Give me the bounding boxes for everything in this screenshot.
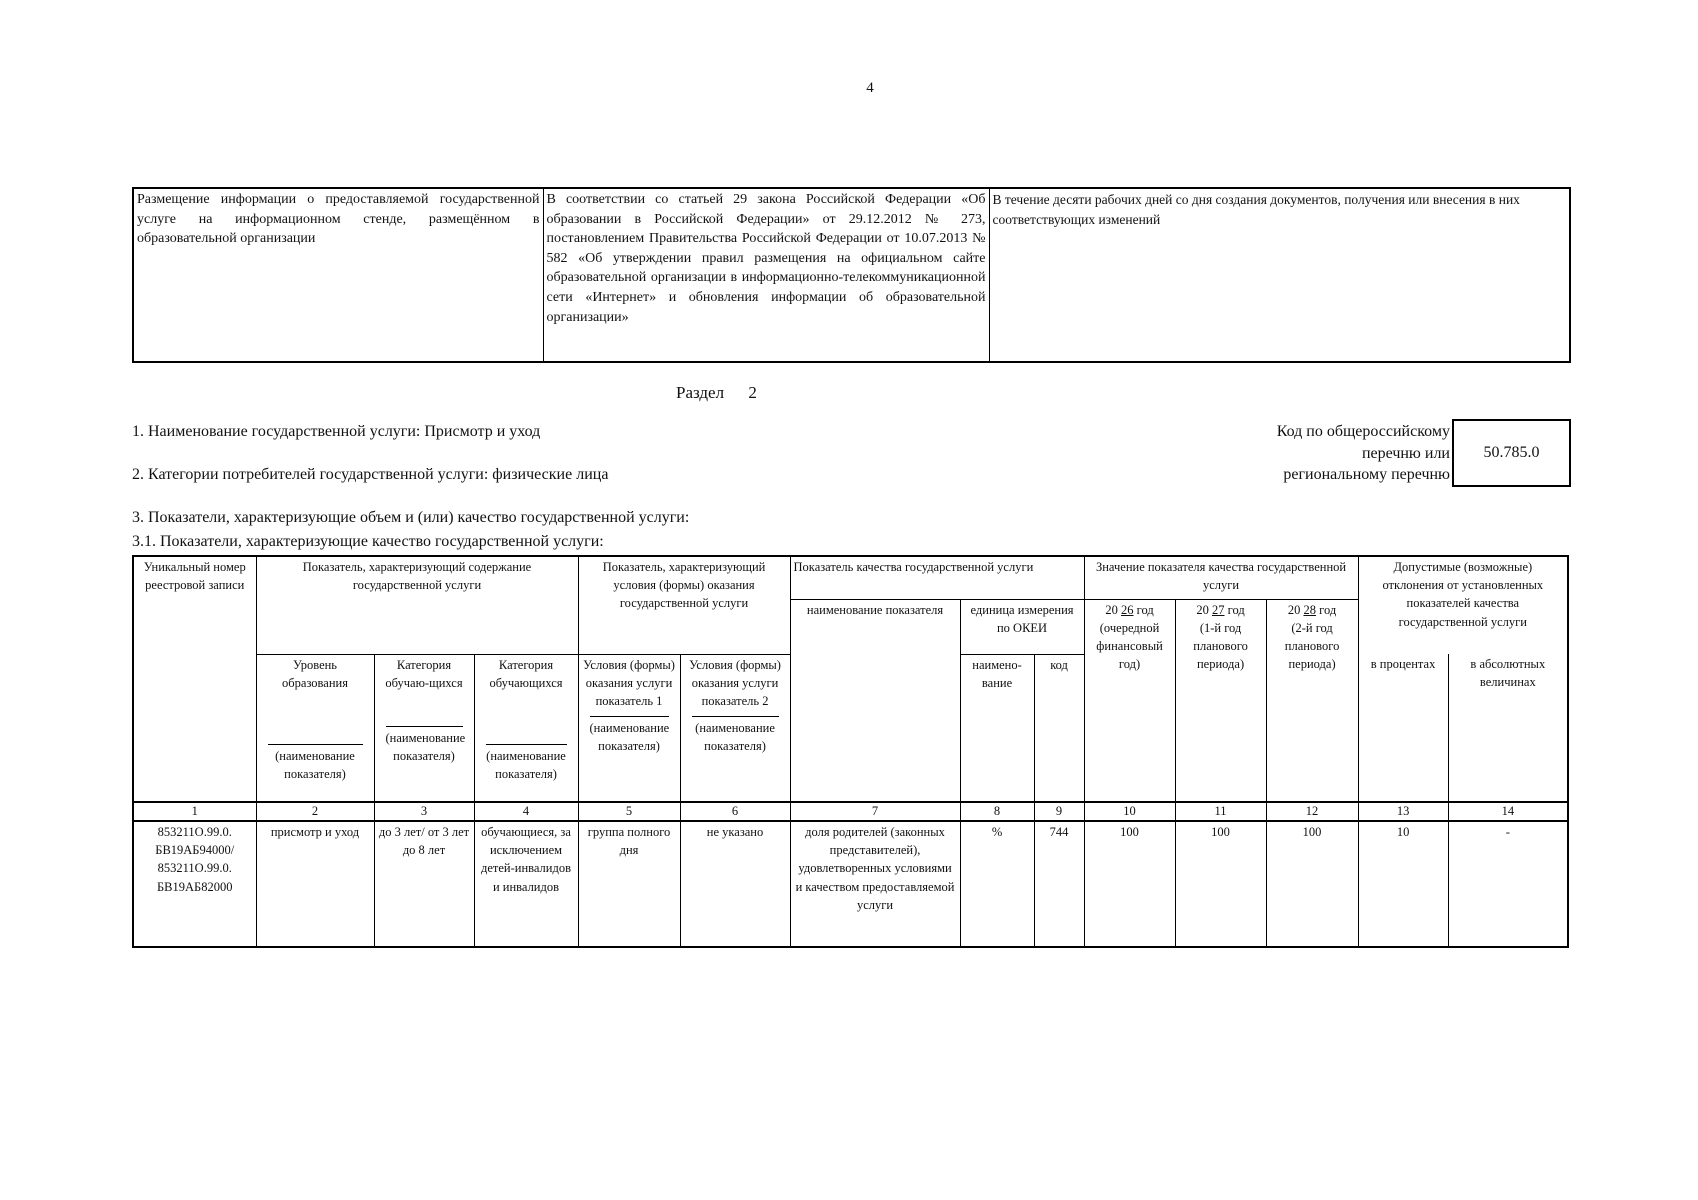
year-1-note: (очередной финансовый год) xyxy=(1096,620,1163,672)
col-number-10: 10 xyxy=(1084,802,1175,821)
header-unit-code: код xyxy=(1034,654,1084,802)
header-year-1 xyxy=(1084,599,1175,802)
placement-method-cell: Размещение информации о предоставляемой государственной услуге на информационном стенде, размещённом в образовательной организации xyxy=(133,188,543,362)
header-indicator-name: наименование показателя xyxy=(790,599,960,802)
update-frequency-cell: В течение десяти рабочих дней со дня создания документов, получения или внесения в них соответствующих изменений xyxy=(989,188,1570,362)
header-unique-number: Уникальный номер реестровой записи xyxy=(133,556,256,802)
cell-unit-code: 744 xyxy=(1034,821,1084,947)
section-heading: Раздел 2 xyxy=(676,383,757,402)
cell-value-year-1: 100 xyxy=(1084,821,1175,947)
consumer-categories: 2. Категории потребителей государственной услуги: физические лица xyxy=(132,466,609,483)
header-cat2-sub: (наименование показателя) xyxy=(486,744,567,783)
year-3-note: (2-й год планового периода) xyxy=(1284,620,1340,672)
table-row xyxy=(133,821,1568,947)
header-unit-name: наимено-вание xyxy=(960,654,1034,802)
col-number-4: 4 xyxy=(474,802,578,821)
cell-education-level: присмотр и уход xyxy=(256,821,374,947)
cell-value-year-2: 100 xyxy=(1175,821,1266,947)
col-number-5: 5 xyxy=(578,802,680,821)
col-number-6: 6 xyxy=(680,802,790,821)
cell-unique-number: 853211О.99.0. БВ19АБ94000/ 853211О.99.0. БВ19АБ82000 xyxy=(133,821,256,947)
cell-learner-category: обучающиеся, за исключением детей-инвалидов и инвалидов xyxy=(474,821,578,947)
header-year-3 xyxy=(1266,599,1358,802)
header-level-sub: (наименование показателя) xyxy=(268,744,363,783)
cell-unit-name: % xyxy=(960,821,1034,947)
header-deviation: Допустимые (возможные) отклонения от установленных показателей качества государственной услуги xyxy=(1358,556,1568,654)
header-learner-category-1 xyxy=(374,654,474,802)
col-number-2: 2 xyxy=(256,802,374,821)
cell-deviation-absolute: - xyxy=(1448,821,1568,947)
header-conditions-indicator: Показатель, характеризующий условия (формы) оказания государственной услуги xyxy=(578,556,790,654)
page-number: 4 xyxy=(866,80,874,96)
col-number-8: 8 xyxy=(960,802,1034,821)
col-number-7: 7 xyxy=(790,802,960,821)
cell-condition-2: не указано xyxy=(680,821,790,947)
header-education-level xyxy=(256,654,374,802)
quality-indicators-heading: 3.1. Показатели, характеризующие качество государственной услуги: xyxy=(132,533,604,550)
col-number-1: 1 xyxy=(133,802,256,821)
header-learner-category-2 xyxy=(474,654,578,802)
header-year-2 xyxy=(1175,599,1266,802)
quality-indicators-table xyxy=(132,555,1569,948)
registry-code-value: 50.785.0 xyxy=(1483,444,1540,461)
year-suffix: год xyxy=(1319,602,1337,617)
year-prefix: 20 xyxy=(1196,602,1209,617)
header-quality-indicator: Показатель качества государственной услуги xyxy=(790,556,1084,599)
service-name: 1. Наименование государственной услуги: Присмотр и уход xyxy=(132,423,541,440)
year-prefix: 20 xyxy=(1287,602,1301,617)
code-label-line3: региональному перечню xyxy=(1283,466,1450,483)
code-label-line2: перечню или xyxy=(1361,444,1450,462)
code-label-line1: Код по общероссийскому xyxy=(1276,423,1450,440)
header-condition-1 xyxy=(578,654,680,802)
header-percent: в процентах xyxy=(1358,654,1448,802)
header-cat2-title: Категория обучающихся xyxy=(489,657,563,690)
year-2-value: 27 xyxy=(1212,602,1225,617)
header-cond1-title: Условия (формы) оказания услуги показатель 1 xyxy=(583,657,675,708)
cell-age-category: до 3 лет/ от 3 лет до 8 лет xyxy=(374,821,474,947)
year-suffix: год xyxy=(1136,602,1154,617)
indicators-heading: 3. Показатели, характеризующие объем и (или) качество государственной услуги: xyxy=(132,509,690,526)
col-number-9: 9 xyxy=(1034,802,1084,821)
year-suffix: год xyxy=(1227,602,1245,617)
col-number-13: 13 xyxy=(1358,802,1448,821)
header-indicator-value: Значение показателя качества государственной услуги xyxy=(1084,556,1358,599)
registry-code-label xyxy=(1200,421,1450,486)
header-content-indicator: Показатель, характеризующий содержание государственной услуги xyxy=(256,556,578,654)
cell-deviation-percent: 10 xyxy=(1358,821,1448,947)
year-2-note: (1-й год планового периода) xyxy=(1193,620,1248,672)
year-3-value: 28 xyxy=(1303,602,1317,617)
placement-basis-cell: В соответствии со статьей 29 закона Российской Федерации «Об образовании в Российской Федерации» от 29.12.2012 № 273, постановлением Правительства Российской Федерации от 10.07.2013 № 582 «Об утверждении правил размещения на официальном сайте образовательной организации в информационно-телекоммуникационной сети «Интернет» и обновления информации об образовательной организации» xyxy=(543,188,989,362)
header-cond1-sub: (наименование показателя) xyxy=(590,716,669,755)
info-placement-table xyxy=(132,187,1571,363)
header-condition-2 xyxy=(680,654,790,802)
col-number-12: 12 xyxy=(1266,802,1358,821)
year-prefix: 20 xyxy=(1105,602,1118,617)
header-cat1-sub: (наименование показателя) xyxy=(386,726,463,765)
cell-condition-1: группа полного дня xyxy=(578,821,680,947)
col-number-3: 3 xyxy=(374,802,474,821)
year-1-value: 26 xyxy=(1121,602,1134,617)
header-absolute: в абсолютных величинах xyxy=(1448,654,1568,802)
header-cond2-sub: (наименование показателя) xyxy=(692,716,779,755)
header-okei-unit: единица измерения по ОКЕИ xyxy=(960,599,1084,654)
header-cat1-title: Категория обучаю-щихся xyxy=(385,657,463,690)
header-level-title: Уровень образования xyxy=(282,657,348,690)
col-number-11: 11 xyxy=(1175,802,1266,821)
registry-code-box xyxy=(1452,419,1571,487)
cell-value-year-3: 100 xyxy=(1266,821,1358,947)
col-number-14: 14 xyxy=(1448,802,1568,821)
header-cond2-title: Условия (формы) оказания услуги показатель 2 xyxy=(689,657,781,708)
cell-indicator-name: доля родителей (законных представителей), удовлетворенных условиями и качеством предоставляемой услуги xyxy=(790,821,960,947)
